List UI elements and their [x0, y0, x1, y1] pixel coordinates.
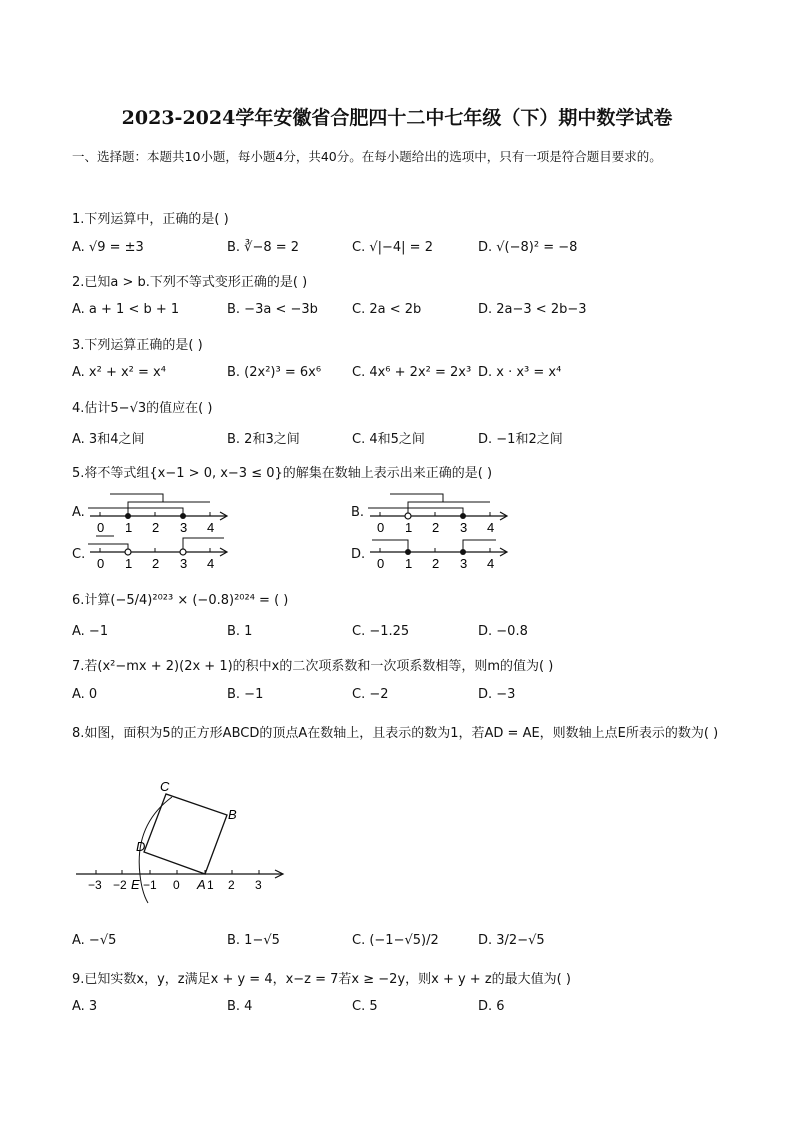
tick-label: 0	[173, 878, 180, 892]
tick-label: 1	[125, 556, 133, 571]
question-7-stem: 7.若(x²−mx + 2)(2x + 1)的积中x的二次项系数和一次项系数相等，则m的值为( )	[72, 659, 554, 674]
q2-option-c: C. 2a < 2b	[352, 302, 422, 317]
q1-option-b: B. ∛−8 = 2	[227, 240, 300, 255]
tick-label: 4	[487, 520, 495, 535]
tick-label: 4	[207, 556, 215, 571]
q6-option-c: C. −1.25	[352, 624, 410, 639]
q7-option-a: A. 0	[72, 687, 98, 702]
tick-label: 3	[255, 878, 262, 892]
q4-option-d: D. −1和2之间	[478, 432, 563, 447]
q8-option-d: D. 3/2−√5	[478, 933, 545, 948]
q9-option-d: D. 6	[478, 999, 505, 1014]
closed-dot-icon	[125, 513, 131, 519]
q3-option-b: B. (2x²)³ = 6x⁶	[227, 365, 322, 380]
q5-option-d: D.	[351, 547, 366, 562]
tick-label: 2	[152, 520, 160, 535]
q1-option-d: D. √(−8)² = −8	[478, 240, 578, 255]
q2-option-b: B. −3a < −3b	[227, 302, 318, 317]
tick-label: 2	[152, 556, 160, 571]
tick-label: −1	[143, 878, 157, 892]
open-dot-icon	[125, 549, 131, 555]
point-label-e: E	[131, 877, 140, 892]
point-label-c: C	[160, 779, 170, 794]
q2-option-d: D. 2a−3 < 2b−3	[478, 302, 587, 317]
q6-option-b: B. 1	[227, 624, 253, 639]
closed-dot-icon	[405, 549, 411, 555]
q7-option-b: B. −1	[227, 687, 264, 702]
question-9-stem: 9.已知实数x，y，z满足x + y = 4，x−z = 7若x ≥ −2y，则x + y + z的最大值为( )	[72, 972, 571, 987]
q1-option-c: C. √|−4| = 2	[352, 240, 433, 255]
q5-numberline-c	[88, 532, 233, 572]
tick-label: 3	[180, 520, 188, 535]
q3-option-a: A. x² + x² = x⁴	[72, 365, 166, 380]
q4-option-c: C. 4和5之间	[352, 432, 425, 447]
q2-option-a: A. a + 1 < b + 1	[72, 302, 180, 317]
tick-label: 4	[487, 556, 495, 571]
q5-option-c: C.	[72, 547, 86, 562]
tick-label: 0	[377, 556, 385, 571]
closed-dot-icon	[460, 549, 466, 555]
open-dot-icon	[405, 513, 411, 519]
point-label-d: D	[136, 839, 146, 854]
q3-option-c: C. 4x⁶ + 2x² = 2x³	[352, 365, 472, 380]
square-abcd	[144, 794, 227, 874]
q3-option-d: D. x · x³ = x⁴	[478, 365, 562, 380]
question-3-stem: 3.下列运算正确的是( )	[72, 338, 203, 353]
q8-option-b: B. 1−√5	[227, 933, 280, 948]
tick-label: −2	[113, 878, 127, 892]
page-title: 2023-2024学年安徽省合肥四十二中七年级（下）期中数学试卷	[121, 107, 673, 129]
tick-label: 0	[377, 520, 385, 535]
tick-label: 0	[97, 556, 105, 571]
point-label-b: B	[228, 807, 237, 822]
q1-option-a: A. √9 = ±3	[72, 240, 144, 255]
question-1-stem: 1.下列运算中，正确的是( )	[72, 212, 229, 227]
q4-option-b: B. 2和3之间	[227, 432, 300, 447]
tick-label: 4	[207, 520, 215, 535]
question-4-stem: 4.估计5−√3的值应在( )	[72, 401, 213, 416]
point-label-a: A	[197, 877, 206, 892]
q6-option-a: A. −1	[72, 624, 109, 639]
question-5-stem: 5.将不等式组{x−1 > 0, x−3 ≤ 0}的解集在数轴上表示出来正确的是( )	[72, 466, 493, 481]
closed-dot-icon	[460, 513, 466, 519]
section-heading: 一、选择题：本题共10小题，每小题4分，共40分。在每小题给出的选项中，只有一项是符合题目要求的。	[72, 149, 662, 164]
q7-option-c: C. −2	[352, 687, 389, 702]
question-6-stem: 6.计算(−5/4)²⁰²³ × (−0.8)²⁰²⁴ = ( )	[72, 593, 289, 608]
q5-numberline-d	[368, 532, 513, 572]
tick-label: 3	[460, 556, 468, 571]
q5-option-a: A.	[72, 505, 85, 520]
tick-label: 1	[125, 520, 133, 535]
question-2-stem: 2.已知a > b.下列不等式变形正确的是( )	[72, 275, 308, 290]
tick-label: 0	[97, 520, 105, 535]
q9-option-c: C. 5	[352, 999, 378, 1014]
q7-option-d: D. −3	[478, 687, 516, 702]
tick-label: 3	[180, 556, 188, 571]
tick-label: −3	[88, 878, 102, 892]
open-dot-icon	[180, 549, 186, 555]
q9-option-b: B. 4	[227, 999, 253, 1014]
q8-figure	[72, 775, 292, 910]
q8-option-a: A. −√5	[72, 933, 117, 948]
tick-label: 1	[405, 556, 413, 571]
q5-option-b: B.	[351, 505, 365, 520]
q4-option-a: A. 3和4之间	[72, 432, 145, 447]
question-8-stem: 8.如图，面积为5的正方形ABCD的顶点A在数轴上，且表示的数为1，若AD = AE，则数轴上点E所表示的数为( )	[72, 726, 719, 741]
tick-label: 2	[228, 878, 235, 892]
tick-label: 2	[432, 556, 440, 571]
q8-option-c: C. (−1−√5)/2	[352, 933, 439, 948]
closed-dot-icon	[180, 513, 186, 519]
tick-label: 1	[207, 878, 214, 892]
tick-label: 2	[432, 520, 440, 535]
q9-option-a: A. 3	[72, 999, 98, 1014]
tick-label: 3	[460, 520, 468, 535]
tick-label: 1	[405, 520, 413, 535]
q6-option-d: D. −0.8	[478, 624, 528, 639]
